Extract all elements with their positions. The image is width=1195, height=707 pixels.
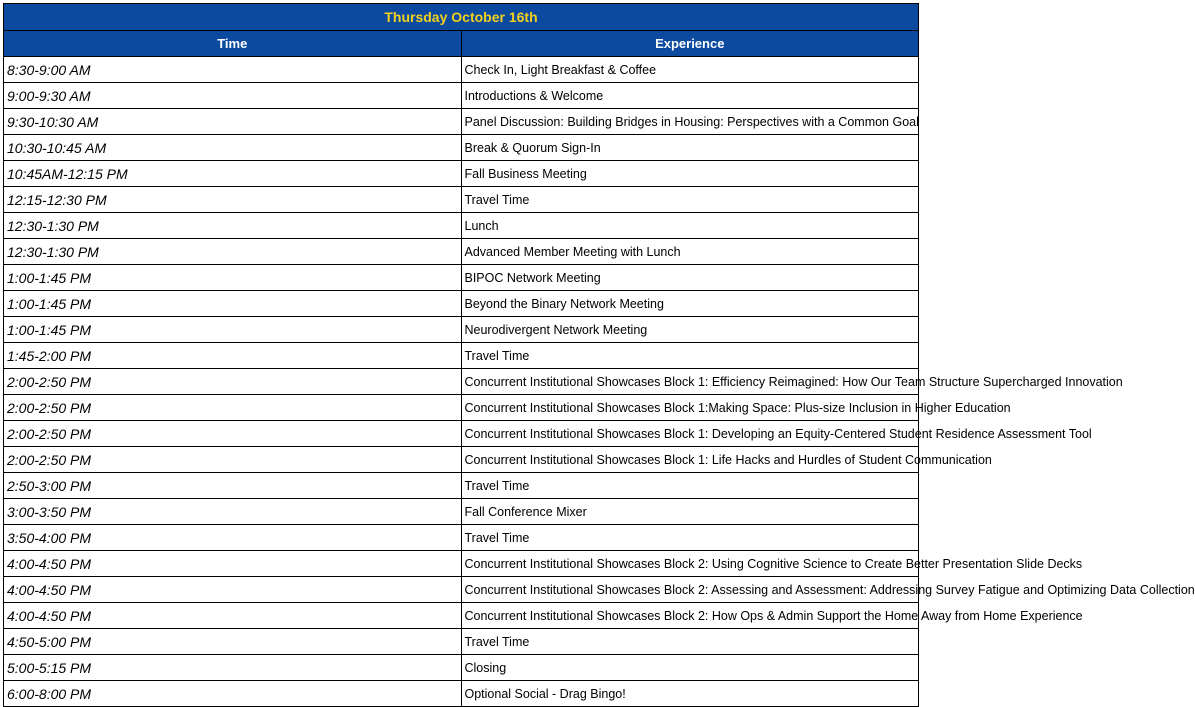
- experience-cell: Travel Time: [461, 525, 919, 551]
- time-cell: 12:30-1:30 PM: [4, 239, 462, 265]
- time-cell: 3:00-3:50 PM: [4, 499, 462, 525]
- experience-cell: Concurrent Institutional Showcases Block 2: Using Cognitive Science to Create Better Presentation Slide Decks: [461, 551, 919, 577]
- title-row: [4, 4, 919, 31]
- time-cell: 6:00-8:00 PM: [4, 681, 462, 707]
- table-row: [4, 525, 919, 551]
- experience-cell: Concurrent Institutional Showcases Block 1: Life Hacks and Hurdles of Student Communication: [461, 447, 919, 473]
- time-cell: 1:00-1:45 PM: [4, 265, 462, 291]
- time-cell: 12:30-1:30 PM: [4, 213, 462, 239]
- table-row: [4, 655, 919, 681]
- schedule-rows: [4, 57, 1195, 707]
- time-cell: 4:00-4:50 PM: [4, 551, 462, 577]
- experience-cell: Concurrent Institutional Showcases Block 1: Developing an Equity-Centered Student Residence Assessment Tool: [461, 421, 919, 447]
- time-cell: 4:00-4:50 PM: [4, 603, 462, 629]
- table-row: [4, 161, 919, 187]
- experience-cell: Check In, Light Breakfast & Coffee: [461, 57, 919, 83]
- table-row: [4, 473, 919, 499]
- time-cell: 2:00-2:50 PM: [4, 447, 462, 473]
- experience-cell: Concurrent Institutional Showcases Block 2: How Ops & Admin Support the Home Away from Home Experience: [461, 603, 919, 629]
- experience-cell: Travel Time: [461, 343, 919, 369]
- time-cell: 2:00-2:50 PM: [4, 369, 462, 395]
- table-row: [4, 603, 919, 629]
- time-cell: 4:50-5:00 PM: [4, 629, 462, 655]
- time-cell: 4:00-4:50 PM: [4, 577, 462, 603]
- experience-cell: Fall Conference Mixer: [461, 499, 919, 525]
- table-row: [4, 109, 919, 135]
- experience-cell: Advanced Member Meeting with Lunch: [461, 239, 919, 265]
- table-row: [4, 317, 919, 343]
- experience-cell: Break & Quorum Sign-In: [461, 135, 919, 161]
- experience-cell: Beyond the Binary Network Meeting: [461, 291, 919, 317]
- table-row: [4, 447, 919, 473]
- table-row: [4, 369, 919, 395]
- time-cell: 10:30-10:45 AM: [4, 135, 462, 161]
- experience-cell: Travel Time: [461, 629, 919, 655]
- schedule-table: [3, 3, 1195, 707]
- time-cell: 1:00-1:45 PM: [4, 291, 462, 317]
- time-cell: 10:45AM-12:15 PM: [4, 161, 462, 187]
- time-cell: 9:00-9:30 AM: [4, 83, 462, 109]
- table-row: [4, 291, 919, 317]
- experience-cell: Closing: [461, 655, 919, 681]
- table-row: [4, 499, 919, 525]
- time-cell: 3:50-4:00 PM: [4, 525, 462, 551]
- table-row: [4, 239, 919, 265]
- time-cell: 12:15-12:30 PM: [4, 187, 462, 213]
- experience-cell: Fall Business Meeting: [461, 161, 919, 187]
- experience-cell: Concurrent Institutional Showcases Block 2: Assessing and Assessment: Addressing Survey Fatigue and Optimizing Data Collection: [461, 577, 919, 603]
- table-row: [4, 681, 919, 707]
- experience-cell: Neurodivergent Network Meeting: [461, 317, 919, 343]
- experience-column-header: Experience: [461, 31, 919, 57]
- table-row: [4, 265, 919, 291]
- experience-cell: Travel Time: [461, 473, 919, 499]
- experience-cell: Travel Time: [461, 187, 919, 213]
- table-row: [4, 395, 919, 421]
- time-cell: 2:00-2:50 PM: [4, 421, 462, 447]
- experience-cell: BIPOC Network Meeting: [461, 265, 919, 291]
- table-row: [4, 213, 919, 239]
- experience-cell: Introductions & Welcome: [461, 83, 919, 109]
- experience-cell: Concurrent Institutional Showcases Block 1: Efficiency Reimagined: How Our Team Structure Supercharged Innovation: [461, 369, 919, 395]
- table-row: [4, 551, 919, 577]
- experience-cell: Optional Social - Drag Bingo!: [461, 681, 919, 707]
- table-row: [4, 187, 919, 213]
- time-cell: 2:50-3:00 PM: [4, 473, 462, 499]
- experience-cell: Lunch: [461, 213, 919, 239]
- table-row: [4, 135, 919, 161]
- table-row: [4, 577, 919, 603]
- time-cell: 8:30-9:00 AM: [4, 57, 462, 83]
- table-row: [4, 83, 919, 109]
- time-cell: 5:00-5:15 PM: [4, 655, 462, 681]
- time-column-header: Time: [4, 31, 462, 57]
- table-row: [4, 421, 919, 447]
- experience-cell: Panel Discussion: Building Bridges in Housing: Perspectives with a Common Goal: [461, 109, 919, 135]
- time-cell: 2:00-2:50 PM: [4, 395, 462, 421]
- table-row: [4, 343, 919, 369]
- time-cell: 1:45-2:00 PM: [4, 343, 462, 369]
- experience-cell: Concurrent Institutional Showcases Block 1:Making Space: Plus-size Inclusion in Higher Education: [461, 395, 919, 421]
- schedule-title: Thursday October 16th: [4, 4, 919, 31]
- time-cell: 1:00-1:45 PM: [4, 317, 462, 343]
- table-row: [4, 629, 919, 655]
- time-cell: 9:30-10:30 AM: [4, 109, 462, 135]
- column-header-row: [4, 31, 919, 57]
- table-row: [4, 57, 919, 83]
